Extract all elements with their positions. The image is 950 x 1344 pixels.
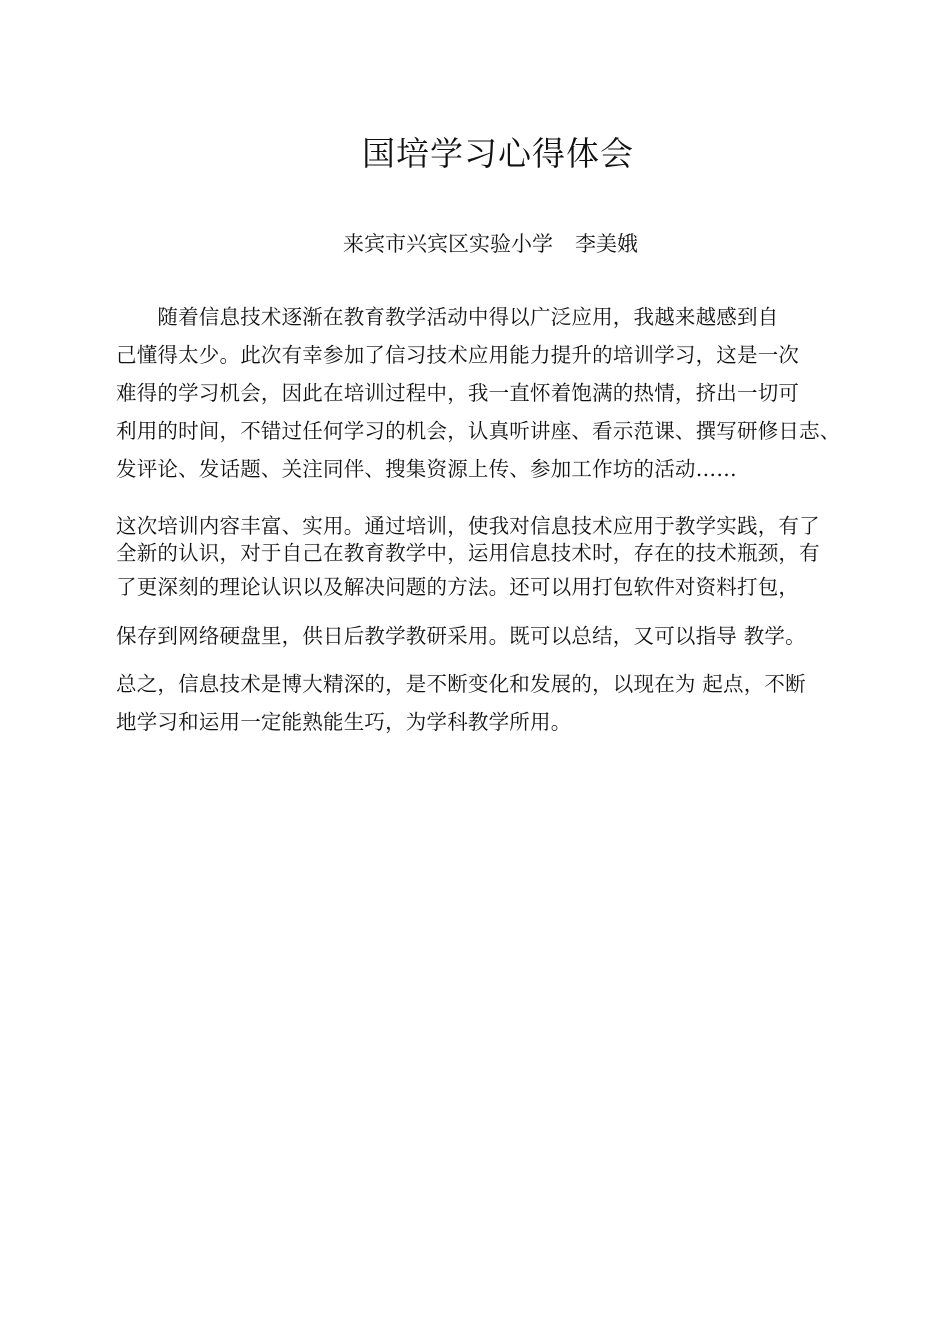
author-name: 李美娥 <box>575 232 638 256</box>
paragraph-line: 难得的学习机会，因此在培训过程中，我一直怀着饱满的热情，挤出一切可 <box>116 381 800 405</box>
author-line <box>343 228 638 258</box>
paragraph-line: 保存到网络硬盘里，供日后教学教研采用。既可以总结，又可以指导 教学。 <box>116 624 806 648</box>
paragraph-line: 发评论、发话题、关注同伴、搜集资源上传、参加工作坊的活动…… <box>116 457 737 481</box>
document-title: 国培学习心得体会 <box>362 134 634 173</box>
paragraph-line: 这次培训内容丰富、实用。通过培训，使我对信息技术应用于教学实践，有了 <box>116 514 820 538</box>
paragraph-line: 利用的时间，不错过任何学习的机会，认真听讲座、看示范课、撰写研修日志、 <box>116 419 841 443</box>
paragraph-line: 全新的认识，对于自己在教育教学中，运用信息技术时，存在的技术瓶颈，有 <box>116 541 820 565</box>
paragraph-line: 随着信息技术逐渐在教育教学活动中得以广泛应用，我越来越感到自 <box>116 305 779 329</box>
paragraph-line: 地学习和运用一定能熟能生巧，为学科教学所用。 <box>116 710 572 734</box>
author-school: 来宾市兴宾区实验小学 <box>343 232 553 256</box>
paragraph-line: 己懂得太少。此次有幸参加了信习技术应用能力提升的培训学习，这是一次 <box>116 343 800 367</box>
paragraph-line: 总之，信息技术是博大精深的，是不断变化和发展的，以现在为 起点，不断 <box>116 672 806 696</box>
paragraph-line: 了更深刻的理论认识以及解决问题的方法。还可以用打包软件对资料打包， <box>116 575 800 599</box>
